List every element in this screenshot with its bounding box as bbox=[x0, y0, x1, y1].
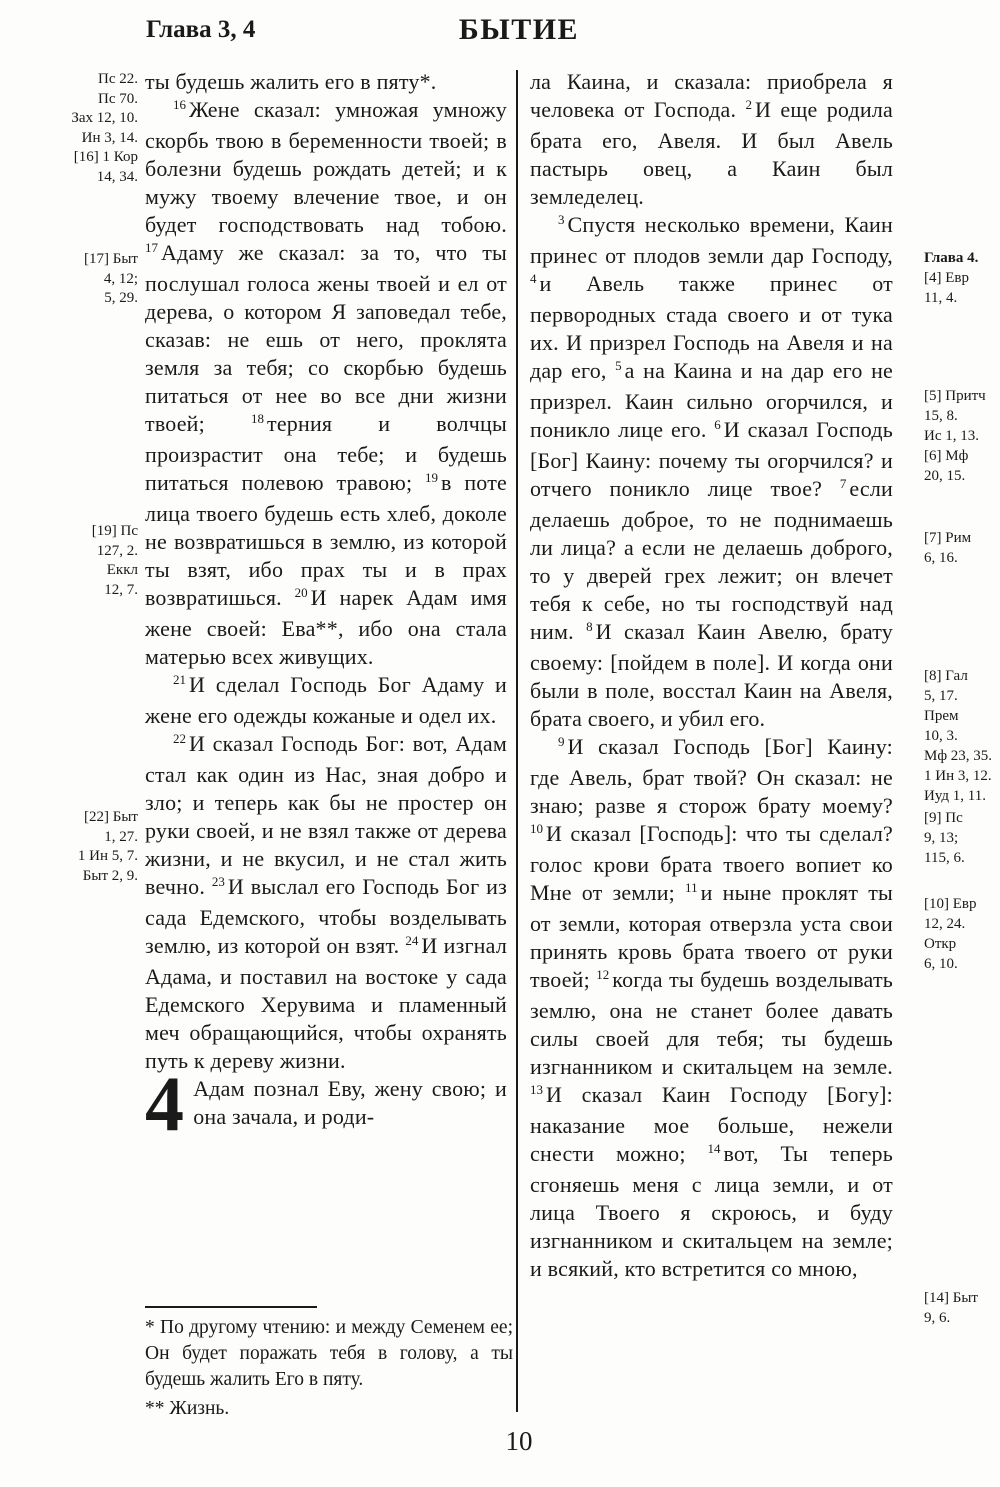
margin-reference-line: [16] 1 Кор bbox=[73, 149, 138, 165]
margin-reference-line: [8] Гал bbox=[924, 668, 968, 684]
paragraph: 4 Адам познал Еву, жену свою; и она зачала, и роди- bbox=[145, 1060, 507, 1147]
margin-reference-line: [14] Быт bbox=[924, 1290, 978, 1306]
margin-reference-group bbox=[26, 70, 138, 187]
running-head-chapter: Глава 3, 4 bbox=[146, 16, 256, 43]
footnote: * По другому чтению: и между Семенем ее; Он будет поражать тебя в голову, а ты будешь жалить Его в пяту. bbox=[145, 1317, 513, 1390]
margin-reference-line: [9] Пс bbox=[924, 810, 963, 826]
verse-number: 9 bbox=[558, 734, 565, 749]
verse-number: 11 bbox=[685, 880, 698, 895]
margin-reference-group bbox=[924, 894, 1000, 974]
margin-reference-line: [6] Мф bbox=[924, 448, 969, 464]
margin-reference-line: 127, 2. bbox=[96, 542, 138, 559]
margin-reference-line: Откр bbox=[924, 936, 957, 952]
margin-reference-line: 5, 29. bbox=[104, 290, 138, 306]
margin-reference-group bbox=[924, 1288, 1000, 1328]
margin-reference-line: [10] Евр bbox=[924, 896, 977, 912]
margin-reference-line: Ин 3, 14. bbox=[81, 129, 138, 146]
margin-reference-line: 14, 34. bbox=[96, 168, 138, 185]
margin-reference-line: Пс 70. bbox=[98, 90, 138, 107]
margin-reference-group bbox=[924, 248, 1000, 308]
margin-reference-line: Быт 2, 9. bbox=[82, 867, 138, 884]
verse-number: 22 bbox=[173, 731, 186, 746]
margin-reference-group bbox=[26, 808, 138, 886]
footnote: ** Жизнь. bbox=[145, 1398, 230, 1419]
text-column-left bbox=[145, 68, 507, 1147]
margin-reference-line: 12, 7. bbox=[104, 581, 138, 598]
right-margin-references bbox=[924, 0, 1000, 1487]
text-column-right bbox=[530, 68, 893, 1283]
verse-number: 24 bbox=[405, 933, 419, 948]
margin-reference-line: 5, 17. bbox=[924, 688, 958, 704]
margin-reference-line: Ис 1, 13. bbox=[924, 428, 979, 444]
verse-number: 19 bbox=[425, 470, 439, 485]
margin-reference-line: [7] Рим bbox=[924, 530, 972, 546]
margin-reference-line: [22] Быт bbox=[84, 809, 138, 825]
margin-reference-line: 9, 13; bbox=[924, 830, 959, 846]
verse-number: 4 bbox=[530, 271, 537, 286]
margin-reference-line: 9, 6. bbox=[924, 1310, 951, 1326]
verse-number: 17 bbox=[145, 240, 158, 255]
verse-number: 7 bbox=[839, 476, 847, 491]
margin-reference-line: 12, 24. bbox=[924, 916, 966, 932]
margin-reference-line: Иуд 1, 11. bbox=[924, 788, 986, 804]
margin-reference-group bbox=[26, 522, 138, 600]
margin-reference-group bbox=[924, 808, 1000, 868]
paragraph: ты будешь жалить его в пяту*. bbox=[145, 69, 437, 94]
verse-number: 16 bbox=[173, 97, 186, 112]
page-number: 10 bbox=[505, 1426, 533, 1456]
verse-number: 23 bbox=[211, 874, 225, 889]
chapter-number-dropcap: 4 bbox=[145, 1060, 185, 1147]
paragraph: $^9$ И сказал Господь [Бог] Каину: где Авель, брат твой? Он сказал: не знаю; разве я сторож брату моему? $^{10}$ И сказал [Господь]: что ты сделал? голос крови брата твоего вопиет ко Мне от земли; $^{11}$ и ныне проклят ты от земли, которая отверзла уста свои принять кровь брата твоего от руки твоей; $^{12}$ когда ты будешь возделывать землю, она не станет более давать силы своей для тебя; ты будешь изгнанником и скитальцем на земле. $^{13}$ И сказал Каин Господу [Богу]: наказание мое больше, нежели снести можно; $^{14}$ вот, Ты теперь сгоняешь меня с лица земли, и от лица Твоего я скроюсь, и буду изгнанником и скитальцем на земле; и всякий, кто встретится со мною, bbox=[530, 734, 894, 1281]
margin-reference-line: 1, 27. bbox=[104, 828, 138, 845]
margin-reference-line: Зах 12, 10. bbox=[71, 110, 138, 126]
verse-number: 21 bbox=[173, 672, 186, 687]
verse-number: 2 bbox=[745, 97, 752, 112]
margin-reference-line: Прем bbox=[924, 708, 959, 724]
margin-reference-line: Мф 23, 35. bbox=[924, 748, 993, 764]
chapter-marker: Глава 4. bbox=[924, 250, 979, 266]
margin-reference-group bbox=[924, 528, 1000, 568]
column-divider-rule bbox=[516, 70, 518, 1412]
margin-reference-line: [19] Пс bbox=[91, 523, 138, 539]
margin-reference-line: [4] Евр bbox=[924, 270, 969, 286]
paragraph: ла Каина, и сказала: приобрела я человека от Господа. $^2$ И еще родила брата его, Авеля. И был Авель пастырь овец, а Каин был земледелец. bbox=[530, 69, 893, 209]
margin-reference-group bbox=[924, 386, 1000, 486]
verse-number: 13 bbox=[530, 1082, 543, 1097]
footnotes-block bbox=[145, 1306, 513, 1422]
verse-number: 10 bbox=[530, 821, 543, 836]
verse-number: 12 bbox=[596, 967, 610, 982]
verse-number: 20 bbox=[294, 585, 308, 600]
footnote-separator-rule bbox=[145, 1306, 317, 1308]
paragraph: $^{16}$ Жене сказал: умножая умножу скорбь твою в беременности твоей; в болезни будешь рождать детей; и к мужу твоему влечение твое, и он будет господствовать над тобою. $^{17}$ Адаму же сказал: за то, что ты послушал голоса жены твоей и ел от дерева, о котором Я заповедал тебе, сказав: не ешь от него, проклята земля за тебя; со скорбью будешь питаться от нее во все дни жизни твоей; $^{18}$ терния и волчцы произрастит она тебе; и будешь питаться полевою травою; $^{19}$ в поте лица твоего будешь есть хлеб, доколе не возвратишься в землю, из которой ты взят, ибо прах ты и в прах возвратишься. $^{20}$ И нарек Адам имя жене своей: Ева**, ибо она стала матерью всех живущих. bbox=[145, 97, 507, 669]
margin-reference-line: Пс 22. bbox=[98, 71, 138, 87]
margin-reference-line: 6, 10. bbox=[924, 956, 958, 972]
margin-reference-line: 1 Ин 5, 7. bbox=[77, 848, 138, 864]
paragraph: $^3$ Спустя несколько времени, Каин принес от плодов земли дар Господу, $^4$ и Авель также принес от первородных стада своего и от тука их. И призрел Господь на Авеля и на дар его, $^5$ а на Каина и на дар его не призрел. Каин сильно огорчился, и поникло лице его. $^6$ И сказал Господь [Бог] Каину: почему ты огорчился? и отчего поникло лице твое? $^7$ если делаешь доброе, то не поднимаешь ли лица? а если не делаешь доброго, то у дверей грех лежит; он влечет тебя к себе, но ты господствуй над ним. $^8$ И сказал Каин Авелю, брату своему: [пойдем в поле]. И когда они были в поле, восстал Каин на Авеля, брата своего, и убил его. bbox=[530, 212, 894, 731]
margin-reference-line: 10, 3. bbox=[924, 728, 958, 744]
verse-number: 14 bbox=[707, 1141, 721, 1156]
margin-reference-group bbox=[924, 666, 1000, 806]
verse-number: 3 bbox=[558, 212, 565, 227]
verse-number: 6 bbox=[714, 417, 721, 432]
margin-reference-line: 115, 6. bbox=[924, 850, 965, 866]
margin-reference-line: [5] Притч bbox=[924, 388, 986, 404]
verse-number: 5 bbox=[615, 358, 622, 373]
margin-reference-line: 4, 12; bbox=[103, 270, 138, 287]
margin-reference-group bbox=[26, 250, 138, 309]
margin-reference-line: 11, 4. bbox=[924, 290, 958, 306]
left-margin-references bbox=[26, 0, 138, 1487]
running-head-book-title: БЫТИЕ bbox=[458, 13, 580, 46]
margin-reference-line: 20, 15. bbox=[924, 468, 966, 484]
margin-reference-line: 1 Ин 3, 12. bbox=[924, 768, 992, 784]
margin-reference-line: 6, 16. bbox=[924, 550, 958, 566]
verse-number: 8 bbox=[586, 619, 593, 634]
margin-reference-line: 15, 8. bbox=[924, 408, 958, 424]
verse-number: 18 bbox=[251, 411, 264, 426]
margin-reference-line: [17] Быт bbox=[84, 251, 138, 267]
paragraph: $^{22}$ И сказал Господь Бог: вот, Адам стал как один из Нас, зная добро и зло; и теперь как бы не простер он руки своей, и не взял также от дерева жизни, и не вкусил, и не стал жить вечно. $^{23}$ И выслал его Господь Бог из сада Едемского, чтобы возделывать землю, из которой он взят. $^{24}$ И изгнал Адама, и поставил на востоке у сада Едемского Херувима и пламенный меч обращающийся, чтобы охранять путь к дереву жизни. bbox=[145, 731, 507, 1073]
margin-reference-line: Еккл bbox=[106, 562, 138, 578]
paragraph: $^{21}$ И сделал Господь Бог Адаму и жене его одежды кожаные и одел их. bbox=[145, 672, 507, 728]
